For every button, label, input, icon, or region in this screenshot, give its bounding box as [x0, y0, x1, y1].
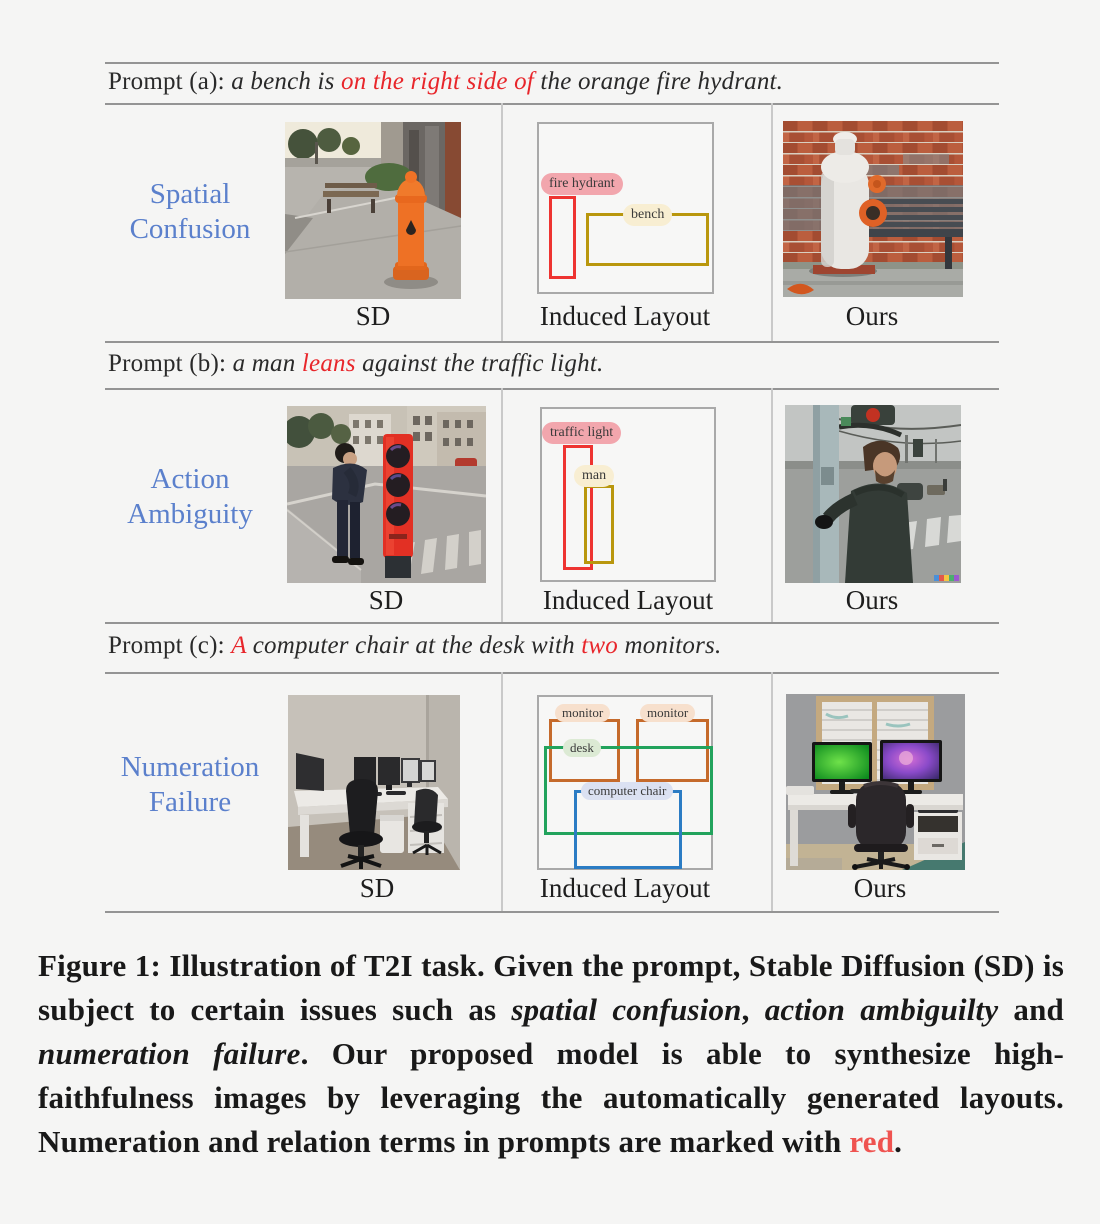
layout-pill-computer-chair: computer chair: [581, 782, 673, 800]
caption-italic-numeration-failure: numeration failure: [38, 1036, 301, 1071]
layout-pill-fire-hydrant: fire hydrant: [541, 173, 623, 195]
red-traffic-light-illustration: [287, 406, 486, 583]
column-caption-ours: Ours: [845, 585, 899, 615]
prompt-a-seg-0: a bench is: [231, 68, 342, 95]
rule-top: [105, 62, 999, 64]
figure-caption: Figure 1: Illustration of T2I task. Given the prompt, Stable Diffusion (SD) is subject to certain issues such as spatial confusion, action ambiguilty and numeration failure. Our proposed model is able to synthesize high-faithfulness images by leveraging the automatically generated layouts. Numeration and relation terms in prompts are marked with red.: [38, 948, 1064, 1159]
layout-pill-traffic-light: traffic light: [542, 422, 621, 444]
layout-rect-man: [584, 485, 614, 564]
ours-image-desk: [786, 694, 965, 870]
column-divider: [771, 388, 773, 622]
two-monitor-desk-illustration: [786, 694, 965, 870]
column-caption-sd: SD: [359, 873, 395, 903]
sd-image-office: [288, 695, 460, 870]
row-label-numeration-failure: Numeration Failure: [120, 751, 260, 818]
induced-layout-box-a: [537, 122, 714, 294]
sd-image-traffic-light: [287, 406, 486, 583]
column-divider: [501, 672, 503, 911]
row-label-spatial-confusion: Spatial Confusion: [129, 178, 251, 245]
column-caption-induced-layout: Induced Layout: [539, 873, 711, 903]
prompt-c-seg-red-2: two: [581, 632, 619, 659]
prompt-b-seg-red: leans: [301, 350, 356, 377]
caption-italic-action-ambiguity: action ambiguilty: [764, 992, 999, 1027]
layout-rect-fire-hydrant: [549, 196, 576, 279]
induced-layout-box-c: [537, 695, 713, 870]
street-hydrant-illustration: [285, 122, 461, 299]
rule-below-prompt-a: [105, 103, 999, 105]
ours-image-traffic-light: [785, 405, 961, 583]
column-caption-ours: Ours: [845, 301, 899, 331]
rule-bottom: [105, 911, 999, 913]
sd-image-fire-hydrant: [285, 122, 461, 299]
prompt-c-seg-red-0: A: [231, 632, 247, 659]
rule-below-prompt-c: [105, 672, 999, 674]
brick-wall-hydrant-illustration: [783, 121, 963, 298]
rule-below-prompt-b: [105, 388, 999, 390]
column-caption-induced-layout: Induced Layout: [539, 301, 711, 331]
prompt-c: [108, 632, 721, 660]
prompt-b: [108, 350, 603, 378]
prompt-b-label: Prompt (b):: [108, 350, 227, 377]
prompt-a-label: Prompt (a):: [108, 68, 225, 95]
office-room-illustration: [288, 695, 460, 870]
prompt-b-seg-0: a man: [232, 350, 302, 377]
man-leaning-pole-illustration: [785, 405, 961, 583]
prompt-a-seg-2: the orange fire hydrant.: [533, 68, 784, 95]
layout-rect-computer-chair: [574, 790, 682, 869]
layout-pill-monitor-2: monitor: [640, 704, 695, 722]
column-caption-sd: SD: [355, 301, 391, 331]
column-caption-induced-layout: Induced Layout: [542, 585, 714, 615]
rule-below-row-2: [105, 622, 999, 624]
prompt-a-seg-red: on the right side of: [341, 68, 534, 95]
layout-pill-bench: bench: [623, 204, 672, 226]
layout-pill-desk: desk: [563, 739, 601, 757]
column-caption-sd: SD: [368, 585, 404, 615]
row-label-action-ambiguity: Action Ambiguity: [127, 463, 253, 530]
prompt-c-seg-1: computer chair at the desk with: [246, 632, 582, 659]
layout-pill-man: man: [574, 465, 614, 487]
induced-layout-box-b: [540, 407, 716, 582]
prompt-a: [108, 68, 783, 96]
column-divider: [771, 672, 773, 911]
ours-image-fire-hydrant: [783, 121, 963, 298]
prompt-c-label: Prompt (c):: [108, 632, 225, 659]
prompt-b-seg-2: against the traffic light.: [355, 350, 604, 377]
prompt-c-seg-3: monitors.: [618, 632, 722, 659]
rule-below-row-1: [105, 341, 999, 343]
caption-red-word: red: [849, 1124, 895, 1159]
caption-italic-spatial-confusion: spatial confusion: [511, 992, 742, 1027]
column-caption-ours: Ours: [853, 873, 907, 903]
column-divider: [771, 103, 773, 341]
column-divider: [501, 388, 503, 622]
column-divider: [501, 103, 503, 341]
caption-text: Figure 1: Illustration of T2I task. Given the prompt, Stable Diffusion (SD) is subject to certain issues such as: [38, 948, 1064, 1027]
layout-pill-monitor-1: monitor: [555, 704, 610, 722]
